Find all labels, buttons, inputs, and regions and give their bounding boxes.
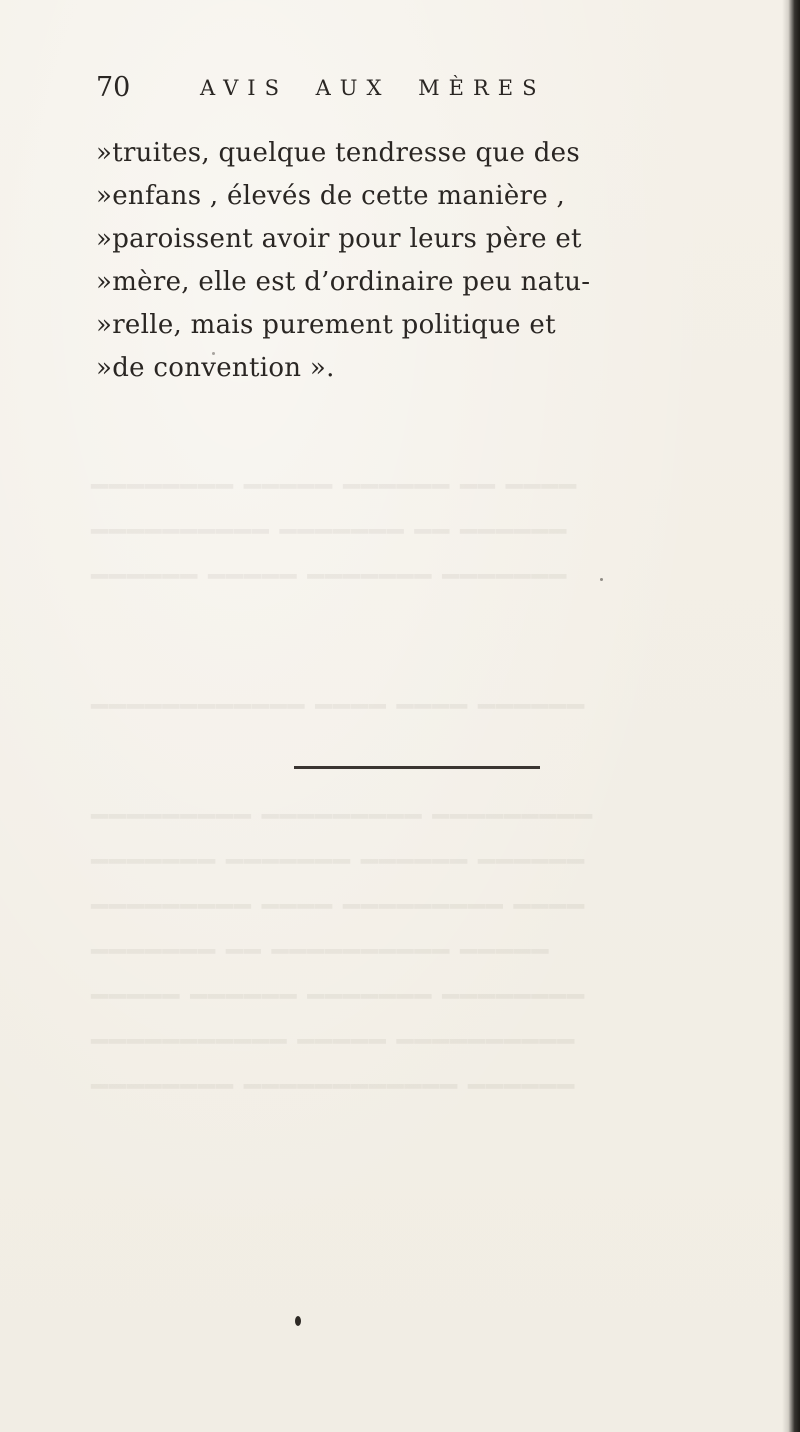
show-through-texture: ━━━━━ ━━━━━━━━━━ ━━ ━━━━━━━ <box>90 935 549 968</box>
show-through-texture: ━━━━━━ ━━ ━━━━━━━ ━━━━━━━━━━ <box>90 515 567 548</box>
text-line: »mère, elle est d’ordinaire peu natu- <box>96 267 591 297</box>
show-through-texture: ━━━━━━ ━━━━ ━━━━ ━━━━━━━━━━━━ <box>90 690 584 723</box>
page-edge-shadow <box>782 0 800 1432</box>
ink-speck <box>600 578 603 581</box>
show-through-texture: ━━━━━━━━━ ━━━━━━━━━ ━━━━━━━━━ <box>90 800 592 833</box>
text-line: »enfans , élevés de cette manière , <box>96 181 566 211</box>
page-number: 70 <box>96 72 131 103</box>
show-through-texture: ━━━━━━━━ ━━━━━━━ ━━━━━━ ━━━━━ <box>90 980 584 1013</box>
text-line: »paroissent avoir pour leurs père et <box>96 224 582 254</box>
ink-speck <box>212 352 215 355</box>
show-through-texture: ━━━━━━ ━━━━━━ ━━━━━━━ ━━━━━━━ <box>90 845 584 878</box>
show-through-texture: ━━━━ ━━ ━━━━━━ ━━━━━ ━━━━━━━━ <box>90 470 577 503</box>
text-line: »relle, mais purement politique et <box>96 310 556 340</box>
page-header <box>96 72 716 112</box>
text-line: »truites, quelque tendresse que des <box>96 138 580 168</box>
show-through-texture: ━━━━━━━━━━ ━━━━━ ━━━━━━━━━━━ <box>90 1025 575 1058</box>
show-through-texture: ━━━━━━━ ━━━━━━━ ━━━━━ ━━━━━━ <box>90 560 567 593</box>
body-text <box>96 132 776 390</box>
text-line: »de convention ». <box>96 353 335 383</box>
ink-speck <box>295 1316 301 1326</box>
show-through-texture: ━━━━━━ ━━━━━━━━━━━━ ━━━━━━━━ <box>90 1070 575 1103</box>
section-divider <box>294 766 540 769</box>
running-title: AVIS AUX MÈRES <box>200 76 546 100</box>
show-through-texture: ━━━━ ━━━━━━━━━ ━━━━ ━━━━━━━━━ <box>90 890 584 923</box>
